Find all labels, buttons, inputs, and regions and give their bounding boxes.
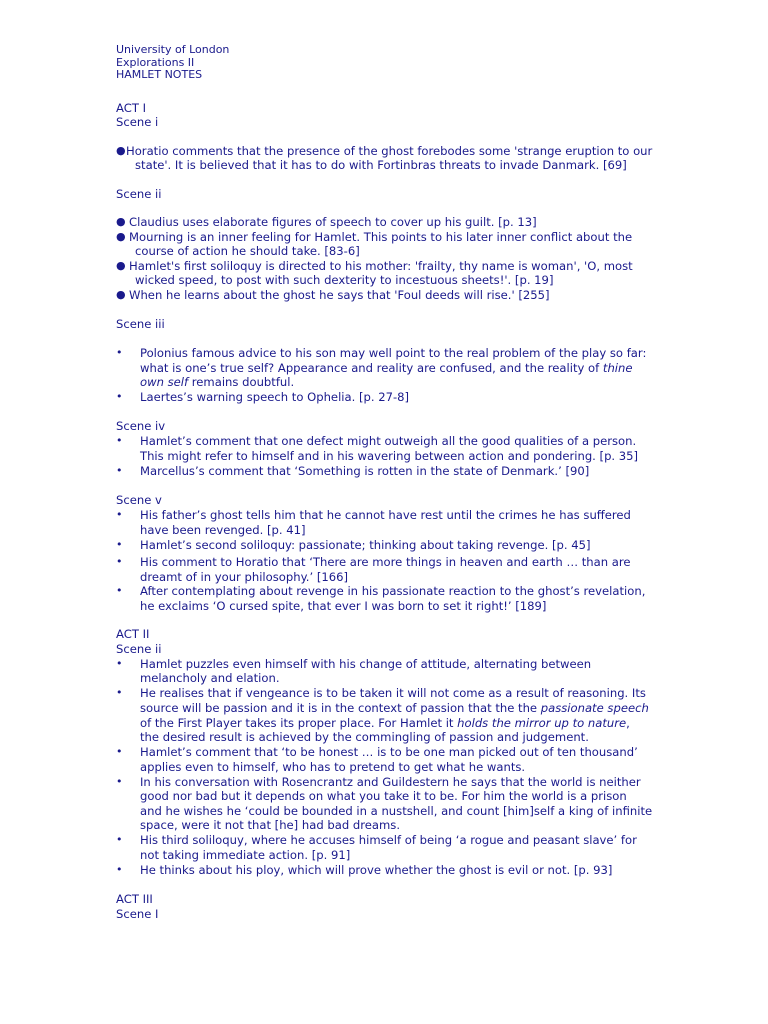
note-text: Hamlet’s comment that ‘to be honest … is to be one man picked out of ten thousand’ — [140, 745, 638, 759]
note-text: Hamlet puzzles even himself with his change of attitude, alternating between — [140, 657, 592, 671]
bullet-dot-icon: • — [116, 863, 123, 876]
note-text: not taking immediate action. [p. 91] — [140, 848, 351, 862]
scene-heading: Scene ii — [116, 642, 162, 656]
bullet-dot-icon: • — [116, 464, 123, 477]
note-text: He realises that if vengeance is to be taken it will not come as a result of reasoning. Its — [140, 686, 646, 700]
note-text: what is one’s true self? Appearance and reality are confused, and the reality of thine — [140, 361, 633, 375]
bullet-dot-icon: • — [116, 745, 123, 758]
note-text: and he wishes he ‘could be bounded in a nustshell, and count [him]self a king of infinite — [140, 804, 653, 818]
scene-heading: Scene ii — [116, 187, 162, 201]
bullet-dot-icon: ● — [116, 288, 126, 301]
bullet-dot-icon: • — [116, 390, 123, 403]
note-text: good nor bad but it depends on what you take it to be. For him the world is a prison — [140, 789, 627, 803]
note-text: source will be passion and it is in the context of passion that the the passionate speech — [140, 701, 649, 715]
note-text: melancholy and elation. — [140, 671, 280, 685]
note-text: This might refer to himself and in his wavering between action and pondering. [p. 35] — [140, 449, 639, 463]
bullet-dot-icon: • — [116, 584, 123, 597]
note-text: He thinks about his ploy, which will prove whether the ghost is evil or not. [p. 93] — [140, 863, 613, 877]
bullet-dot-icon: ● — [116, 144, 126, 157]
note-text: wicked speed, to post with such dexterity to incestuous sheets!'. [p. 19] — [135, 273, 554, 287]
note-text: His third soliloquy, where he accuses himself of being ‘a rogue and peasant slave’ for — [140, 833, 637, 847]
scene-heading: Scene iii — [116, 317, 165, 331]
scene-heading: Scene v — [116, 493, 162, 507]
note-text: course of action he should take. [83-6] — [135, 244, 360, 258]
scene-heading: Scene i — [116, 115, 159, 129]
note-text: Hamlet’s comment that one defect might outweigh all the good qualities of a person. — [140, 434, 637, 448]
bullet-dot-icon: • — [116, 775, 123, 788]
bullet-dot-icon: • — [116, 538, 123, 551]
note-text: When he learns about the ghost he says that 'Foul deeds will rise.' [255] — [129, 288, 550, 302]
note-text: His father’s ghost tells him that he cannot have rest until the crimes he has suffered — [140, 508, 631, 522]
note-text: applies even to himself, who has to pretend to get what he wants. — [140, 760, 526, 774]
bullet-dot-icon: ● — [116, 215, 126, 228]
note-text: Claudius uses elaborate figures of speech to cover up his guilt. [p. 13] — [129, 215, 537, 229]
course-line: Explorations II — [116, 56, 195, 69]
act-heading: ACT II — [116, 627, 150, 641]
doc-title: HAMLET NOTES — [116, 68, 203, 81]
bullet-dot-icon: ● — [116, 230, 126, 243]
scene-heading: Scene I — [116, 907, 159, 921]
act-heading: ACT III — [116, 892, 153, 906]
note-text: space, were it not that [he] had bad dreams. — [140, 818, 401, 832]
note-text: His comment to Horatio that ‘There are more things in heaven and earth … than are — [140, 555, 631, 569]
scene-heading: Scene iv — [116, 419, 166, 433]
note-text: Polonius famous advice to his son may well point to the real problem of the play so far: — [140, 346, 647, 360]
note-text: Mourning is an inner feeling for Hamlet. This points to his later inner conflict about the — [129, 230, 633, 244]
note-text: he exclaims ‘O cursed spite, that ever I was born to set it right!’ [189] — [140, 599, 547, 613]
note-text: Hamlet's first soliloquy is directed to his mother: 'frailty, thy name is woman', 'O, most — [129, 259, 633, 273]
note-text: have been revenged. [p. 41] — [140, 523, 306, 537]
note-text: Laertes’s warning speech to Ophelia. [p. 27-8] — [140, 390, 410, 404]
note-text: In his conversation with Rosencrantz and Guildestern he says that the world is neither — [140, 775, 641, 789]
note-text: After contemplating about revenge in his passionate reaction to the ghost’s revelation, — [140, 584, 646, 598]
institution-line: University of London — [116, 43, 230, 56]
bullet-dot-icon: • — [116, 686, 123, 699]
note-text: state'. It is believed that it has to do with Fortinbras threats to invade Danmark. [69] — [135, 158, 627, 172]
note-text: of the First Player takes its proper place. For Hamlet it holds the mirror up to nature, — [140, 716, 630, 730]
note-text: the desired result is achieved by the commingling of passion and judgement. — [140, 730, 589, 744]
note-text: Marcellus’s comment that ‘Something is rotten in the state of Denmark.’ [90] — [140, 464, 590, 478]
act-heading: ACT I — [116, 101, 147, 115]
bullet-dot-icon: • — [116, 346, 123, 359]
note-text: Horatio comments that the presence of the ghost forebodes some 'strange eruption to our — [126, 144, 653, 158]
bullet-dot-icon: • — [116, 555, 123, 568]
bullet-dot-icon: • — [116, 508, 123, 521]
note-text: Hamlet’s second soliloquy: passionate; thinking about taking revenge. [p. 45] — [140, 538, 591, 552]
note-text: own self remains doubtful. — [140, 375, 295, 389]
bullet-dot-icon: • — [116, 657, 123, 670]
bullet-dot-icon: ● — [116, 259, 126, 272]
note-text: dreamt of in your philosophy.’ [166] — [140, 570, 349, 584]
bullet-dot-icon: • — [116, 833, 123, 846]
bullet-dot-icon: • — [116, 434, 123, 447]
